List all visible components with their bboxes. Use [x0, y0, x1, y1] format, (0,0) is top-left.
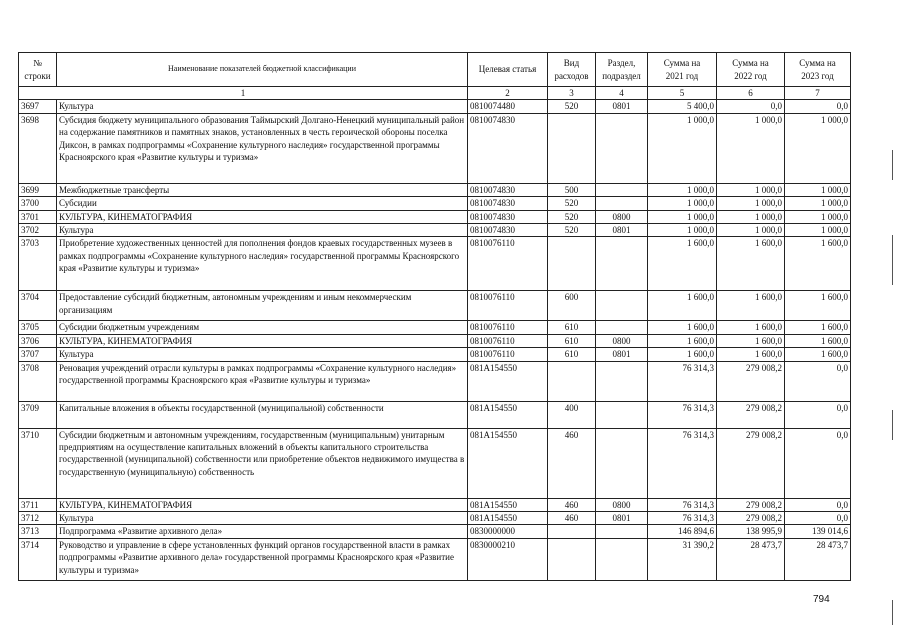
- budget-table: [18, 52, 851, 581]
- row-sum-2021: 1 600,0: [648, 334, 717, 347]
- row-sum-2022: 1 600,0: [717, 321, 785, 334]
- row-name: КУЛЬТУРА, КИНЕМАТОГРАФИЯ: [57, 334, 468, 347]
- row-name: Культура: [57, 348, 468, 361]
- row-number: 3706: [19, 334, 57, 347]
- row-section-code: [596, 401, 648, 428]
- row-sum-2023: 0,0: [785, 401, 851, 428]
- row-name: Культура: [57, 100, 468, 113]
- table-row: [19, 525, 851, 538]
- row-sum-2021: 1 600,0: [648, 237, 717, 291]
- row-expense-type: [548, 113, 596, 183]
- row-sum-2021: 1 000,0: [648, 183, 717, 196]
- row-target-code: 081A154550: [468, 401, 548, 428]
- row-name: Культура: [57, 224, 468, 237]
- table-row: [19, 334, 851, 347]
- row-target-code: 081A154550: [468, 512, 548, 525]
- row-target-code: 0810074830: [468, 210, 548, 223]
- table-row: [19, 113, 851, 183]
- column-number: 1: [19, 87, 468, 100]
- table-row: [19, 291, 851, 321]
- row-number: 3701: [19, 210, 57, 223]
- row-section-code: 0801: [596, 512, 648, 525]
- row-number: 3709: [19, 401, 57, 428]
- row-target-code: 0810076110: [468, 321, 548, 334]
- row-sum-2021: 76 314,3: [648, 401, 717, 428]
- row-sum-2022: 1 000,0: [717, 210, 785, 223]
- row-name: Подпрограмма «Развитие архивного дела»: [57, 525, 468, 538]
- row-name: Субсидии: [57, 197, 468, 210]
- column-number: 7: [785, 87, 851, 100]
- header-sum-2022: Сумма на 2022 год: [717, 53, 785, 87]
- row-sum-2022: 28 473,7: [717, 538, 785, 580]
- row-sum-2022: 1 000,0: [717, 197, 785, 210]
- table-row: [19, 183, 851, 196]
- row-sum-2022: 1 600,0: [717, 237, 785, 291]
- row-section-code: [596, 428, 648, 498]
- row-sum-2023: 0,0: [785, 512, 851, 525]
- row-section-code: [596, 183, 648, 196]
- row-sum-2022: 0,0: [717, 100, 785, 113]
- scan-edge-mark: [892, 600, 893, 625]
- row-name: Приобретение художественных ценностей для пополнения фондов краевых государственных музеев в рамках подпрограммы «Сохранение культурного наследия» государственной программы Красноярского края «Развитие культуры и туризма»: [57, 237, 468, 291]
- row-number: 3702: [19, 224, 57, 237]
- row-sum-2023: 1 600,0: [785, 291, 851, 321]
- row-sum-2023: 1 000,0: [785, 210, 851, 223]
- row-sum-2023: 1 600,0: [785, 237, 851, 291]
- row-number: 3699: [19, 183, 57, 196]
- row-name: Капитальные вложения в объекты государственной (муниципальной) собственности: [57, 401, 468, 428]
- header-target: Целевая статья: [468, 53, 548, 87]
- header-row-no: № строки: [19, 53, 57, 87]
- row-sum-2021: 1 600,0: [648, 291, 717, 321]
- row-name: Субсидии бюджетным и автономным учреждениям, государственным (муниципальным) унитарным предприятиям на осуществление капитальных вложений в объекты капитального строительства государственной (муниципальной) собственности или приобретение объектов недвижимого имущества в государственную (муниципальную) собственность: [57, 428, 468, 498]
- row-target-code: 0810074830: [468, 113, 548, 183]
- row-sum-2023: 1 000,0: [785, 183, 851, 196]
- row-number: 3705: [19, 321, 57, 334]
- table-row: [19, 197, 851, 210]
- row-target-code: 0830000000: [468, 525, 548, 538]
- row-expense-type: 520: [548, 100, 596, 113]
- row-sum-2021: 1 000,0: [648, 224, 717, 237]
- row-section-code: 0800: [596, 210, 648, 223]
- row-target-code: 0810074830: [468, 183, 548, 196]
- row-sum-2022: 279 008,2: [717, 512, 785, 525]
- row-number: 3713: [19, 525, 57, 538]
- row-expense-type: 600: [548, 291, 596, 321]
- row-expense-type: 520: [548, 197, 596, 210]
- row-sum-2021: 1 600,0: [648, 321, 717, 334]
- row-sum-2021: 146 894,6: [648, 525, 717, 538]
- row-sum-2021: 76 314,3: [648, 428, 717, 498]
- column-number: 4: [596, 87, 648, 100]
- row-target-code: 0810074830: [468, 197, 548, 210]
- table-row: [19, 498, 851, 511]
- row-expense-type: 520: [548, 224, 596, 237]
- row-sum-2023: 1 000,0: [785, 113, 851, 183]
- row-name: Реновация учреждений отрасли культуры в рамках подпрограммы «Сохранение культурного наследия» государственной программы Красноярского края «Развитие культуры и туризма»: [57, 361, 468, 401]
- row-expense-type: [548, 525, 596, 538]
- row-target-code: 0830000210: [468, 538, 548, 580]
- table-row: [19, 401, 851, 428]
- column-number: 3: [548, 87, 596, 100]
- row-target-code: 0810074480: [468, 100, 548, 113]
- row-sum-2022: 1 600,0: [717, 348, 785, 361]
- row-target-code: 0810076110: [468, 334, 548, 347]
- row-expense-type: 610: [548, 321, 596, 334]
- row-section-code: [596, 321, 648, 334]
- row-section-code: 0800: [596, 334, 648, 347]
- row-sum-2022: 138 995,9: [717, 525, 785, 538]
- header-sum-2023: Сумма на 2023 год: [785, 53, 851, 87]
- row-sum-2022: 279 008,2: [717, 498, 785, 511]
- row-number: 3698: [19, 113, 57, 183]
- row-section-code: 0801: [596, 224, 648, 237]
- table-row: [19, 210, 851, 223]
- row-expense-type: 500: [548, 183, 596, 196]
- table-row: [19, 428, 851, 498]
- row-sum-2023: 0,0: [785, 428, 851, 498]
- row-section-code: [596, 113, 648, 183]
- row-target-code: 0810074830: [468, 224, 548, 237]
- row-sum-2022: 279 008,2: [717, 428, 785, 498]
- row-sum-2021: 1 600,0: [648, 348, 717, 361]
- row-number: 3708: [19, 361, 57, 401]
- row-target-code: 0810076110: [468, 348, 548, 361]
- row-sum-2022: 1 600,0: [717, 291, 785, 321]
- row-number: 3711: [19, 498, 57, 511]
- row-section-code: [596, 525, 648, 538]
- row-sum-2023: 1 000,0: [785, 224, 851, 237]
- row-number: 3703: [19, 237, 57, 291]
- row-section-code: 0801: [596, 348, 648, 361]
- table-row: [19, 321, 851, 334]
- row-expense-type: 610: [548, 348, 596, 361]
- table-row: [19, 538, 851, 580]
- table-body: [19, 100, 851, 580]
- column-number-row: [19, 87, 851, 100]
- row-sum-2023: 0,0: [785, 361, 851, 401]
- row-expense-type: 460: [548, 512, 596, 525]
- row-expense-type: [548, 538, 596, 580]
- column-number: 2: [468, 87, 548, 100]
- row-expense-type: 400: [548, 401, 596, 428]
- column-number: 6: [717, 87, 785, 100]
- page-number: 794: [813, 594, 830, 605]
- row-sum-2021: 5 400,0: [648, 100, 717, 113]
- row-target-code: 081A154550: [468, 428, 548, 498]
- row-section-code: [596, 197, 648, 210]
- row-expense-type: 610: [548, 334, 596, 347]
- row-sum-2021: 1 000,0: [648, 197, 717, 210]
- row-sum-2022: 1 000,0: [717, 224, 785, 237]
- row-number: 3714: [19, 538, 57, 580]
- row-section-code: 0800: [596, 498, 648, 511]
- row-number: 3707: [19, 348, 57, 361]
- row-section-code: [596, 291, 648, 321]
- row-sum-2021: 76 314,3: [648, 498, 717, 511]
- scan-edge-mark: [892, 235, 893, 285]
- row-sum-2023: 28 473,7: [785, 538, 851, 580]
- row-sum-2022: 1 000,0: [717, 183, 785, 196]
- table-row: [19, 237, 851, 291]
- header-row: [19, 53, 851, 87]
- row-section-code: [596, 237, 648, 291]
- row-section-code: [596, 361, 648, 401]
- table-row: [19, 348, 851, 361]
- row-number: 3712: [19, 512, 57, 525]
- row-sum-2022: 1 600,0: [717, 334, 785, 347]
- row-sum-2023: 1 000,0: [785, 197, 851, 210]
- header-sum-2021: Сумма на 2021 год: [648, 53, 717, 87]
- row-name: Руководство и управление в сфере установленных функций органов государственной власти в рамках подпрограммы «Развитие архивного дела» государственной программы Красноярского края «Развитие культуры и туризма»: [57, 538, 468, 580]
- row-name: Субсидии бюджетным учреждениям: [57, 321, 468, 334]
- row-sum-2021: 76 314,3: [648, 361, 717, 401]
- row-sum-2023: 1 600,0: [785, 334, 851, 347]
- header-name: Наименование показателей бюджетной классификации: [57, 53, 468, 87]
- row-expense-type: [548, 237, 596, 291]
- row-sum-2023: 1 600,0: [785, 321, 851, 334]
- row-number: 3697: [19, 100, 57, 113]
- row-expense-type: 460: [548, 428, 596, 498]
- scan-edge-mark: [892, 150, 893, 180]
- row-target-code: 081A154550: [468, 498, 548, 511]
- table-row: [19, 361, 851, 401]
- row-sum-2022: 279 008,2: [717, 361, 785, 401]
- row-number: 3710: [19, 428, 57, 498]
- row-sum-2021: 76 314,3: [648, 512, 717, 525]
- row-sum-2023: 1 600,0: [785, 348, 851, 361]
- row-sum-2021: 31 390,2: [648, 538, 717, 580]
- table-row: [19, 512, 851, 525]
- row-name: Межбюджетные трансферты: [57, 183, 468, 196]
- row-name: Предоставление субсидий бюджетным, автономным учреждениям и иным некоммерческим организациям: [57, 291, 468, 321]
- row-sum-2021: 1 000,0: [648, 210, 717, 223]
- row-sum-2023: 139 014,6: [785, 525, 851, 538]
- row-target-code: 0810076110: [468, 291, 548, 321]
- table-row: [19, 224, 851, 237]
- row-name: Субсидия бюджету муниципального образования Таймырский Долгано-Ненецкий муниципальный район на содержание памятников и памятных знаков, установленных в честь героической обороны поселка Диксон, в рамках подпрограммы «Сохранение культурного наследия» государственной программы Красноярского края «Развитие культуры и туризма»: [57, 113, 468, 183]
- row-name: КУЛЬТУРА, КИНЕМАТОГРАФИЯ: [57, 210, 468, 223]
- row-sum-2023: 0,0: [785, 498, 851, 511]
- row-expense-type: 520: [548, 210, 596, 223]
- row-section-code: 0801: [596, 100, 648, 113]
- row-expense-type: [548, 361, 596, 401]
- row-number: 3704: [19, 291, 57, 321]
- scan-edge-mark: [892, 410, 893, 440]
- row-name: Культура: [57, 512, 468, 525]
- row-sum-2023: 0,0: [785, 100, 851, 113]
- column-number: 5: [648, 87, 717, 100]
- row-target-code: 0810076110: [468, 237, 548, 291]
- row-target-code: 081A154550: [468, 361, 548, 401]
- header-expense-type: Вид расходов: [548, 53, 596, 87]
- row-expense-type: 460: [548, 498, 596, 511]
- header-section: Раздел, подраздел: [596, 53, 648, 87]
- row-number: 3700: [19, 197, 57, 210]
- row-section-code: [596, 538, 648, 580]
- row-sum-2022: 1 000,0: [717, 113, 785, 183]
- row-sum-2022: 279 008,2: [717, 401, 785, 428]
- row-name: КУЛЬТУРА, КИНЕМАТОГРАФИЯ: [57, 498, 468, 511]
- row-sum-2021: 1 000,0: [648, 113, 717, 183]
- table-row: [19, 100, 851, 113]
